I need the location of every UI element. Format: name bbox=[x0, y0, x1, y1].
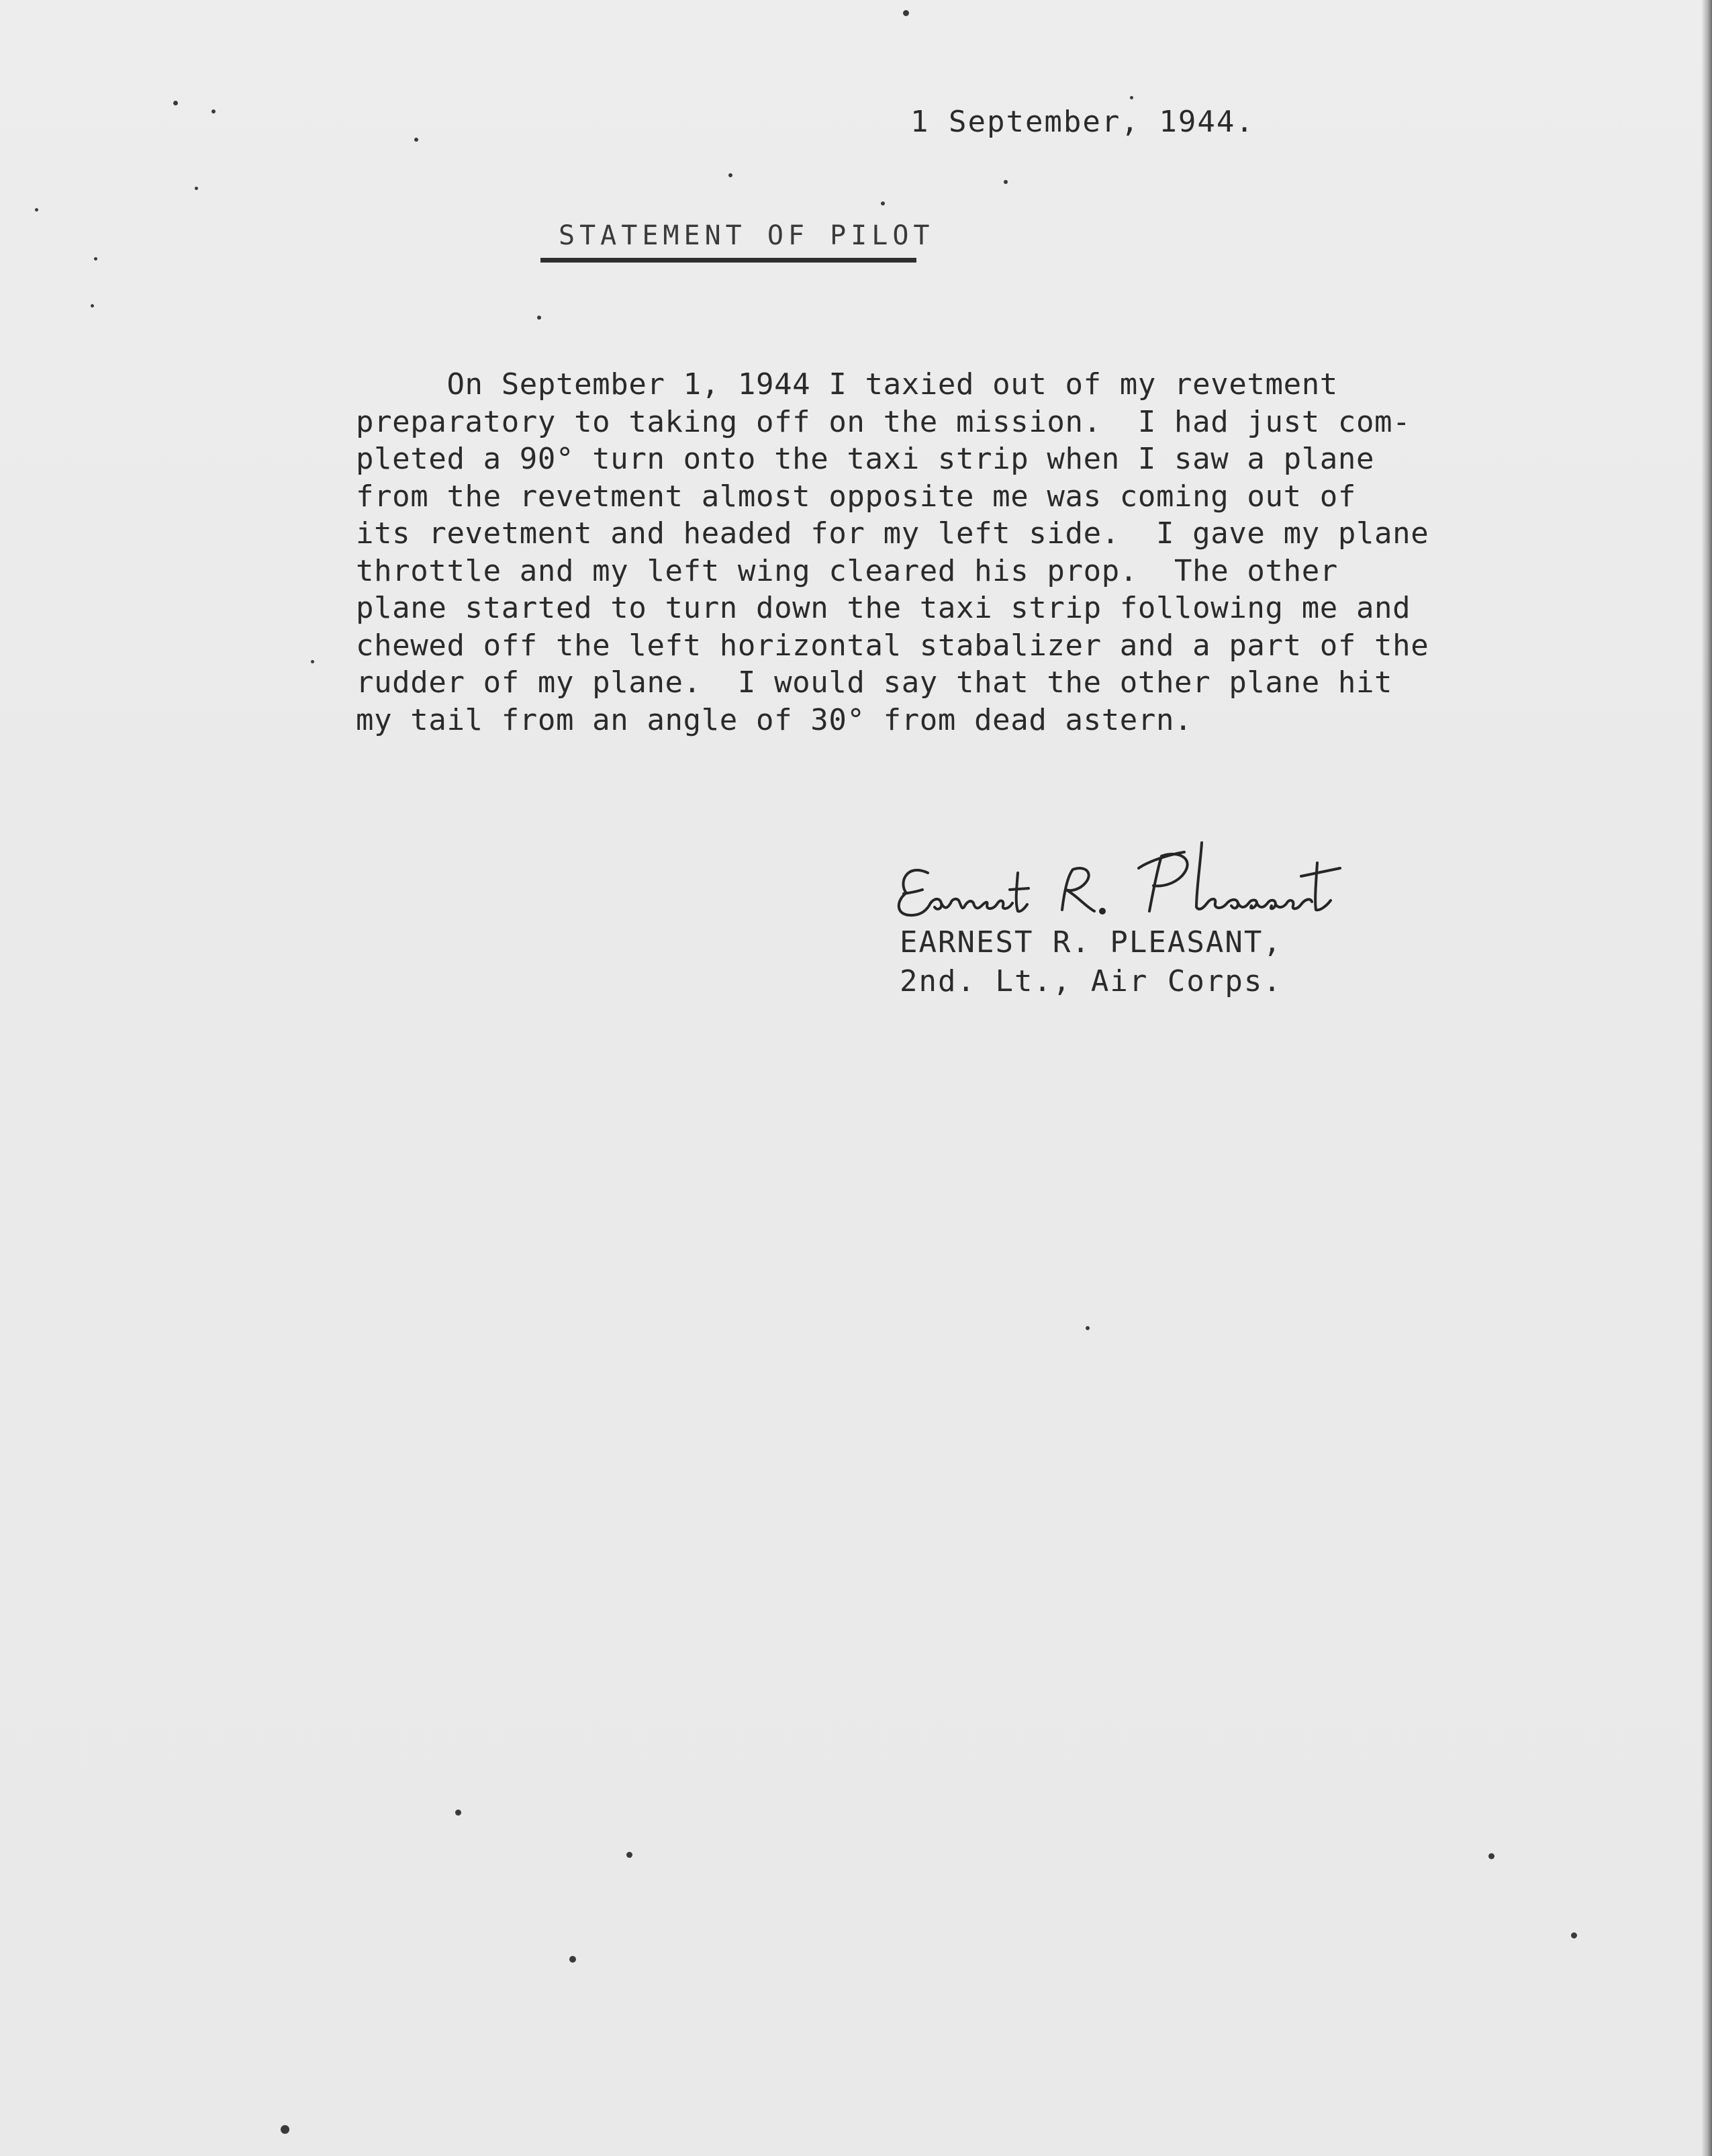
body-line: preparatory to taking off on the mission. I had just com- bbox=[356, 404, 1411, 439]
dust-speck bbox=[35, 208, 38, 212]
dust-speck bbox=[91, 304, 94, 308]
dust-speck bbox=[211, 109, 216, 113]
title-underline bbox=[540, 258, 916, 263]
dust-speck bbox=[455, 1810, 461, 1816]
dust-speck bbox=[728, 173, 732, 177]
handwritten-signature bbox=[886, 836, 1349, 923]
page-edge-shadow bbox=[1701, 0, 1712, 2156]
dust-speck bbox=[1488, 1853, 1494, 1859]
body-line: chewed off the left horizontal stabalizer and a part of the bbox=[356, 628, 1429, 663]
body-line: throttle and my left wing cleared his prop. The other bbox=[356, 553, 1338, 588]
dust-speck bbox=[1086, 1326, 1090, 1330]
body-line: from the revetment almost opposite me was coming out of bbox=[356, 479, 1356, 514]
body-line: its revetment and headed for my left side. I gave my plane bbox=[356, 516, 1429, 551]
dust-speck bbox=[195, 187, 198, 190]
dust-speck bbox=[569, 1956, 576, 1963]
signer-rank: 2nd. Lt., Air Corps. bbox=[900, 964, 1282, 998]
document-date: 1 September, 1944. bbox=[910, 105, 1255, 139]
dust-speck bbox=[537, 316, 541, 320]
dust-speck bbox=[414, 138, 418, 142]
statement-body bbox=[356, 366, 1470, 739]
body-line: my tail from an angle of 30° from dead astern. bbox=[356, 702, 1193, 737]
dust-speck bbox=[311, 660, 314, 663]
dust-speck bbox=[281, 2125, 289, 2134]
body-line: pleted a 90° turn onto the taxi strip when I saw a plane bbox=[356, 442, 1375, 476]
body-line: rudder of my plane. I would say that the other plane hit bbox=[356, 665, 1393, 700]
dust-speck bbox=[173, 101, 178, 105]
dust-speck bbox=[903, 10, 909, 16]
body-line: plane started to turn down the taxi strip following me and bbox=[356, 591, 1411, 625]
body-line: On September 1, 1944 I taxied out of my revetment bbox=[356, 367, 1338, 402]
document-title: STATEMENT OF PILOT bbox=[559, 220, 935, 251]
dust-speck bbox=[881, 201, 885, 205]
signer-name: EARNEST R. PLEASANT, bbox=[900, 925, 1282, 959]
dust-speck bbox=[94, 257, 97, 261]
dust-speck bbox=[1130, 96, 1133, 99]
dust-speck bbox=[1571, 1932, 1577, 1938]
dust-speck bbox=[1004, 180, 1008, 184]
dust-speck bbox=[626, 1852, 632, 1858]
